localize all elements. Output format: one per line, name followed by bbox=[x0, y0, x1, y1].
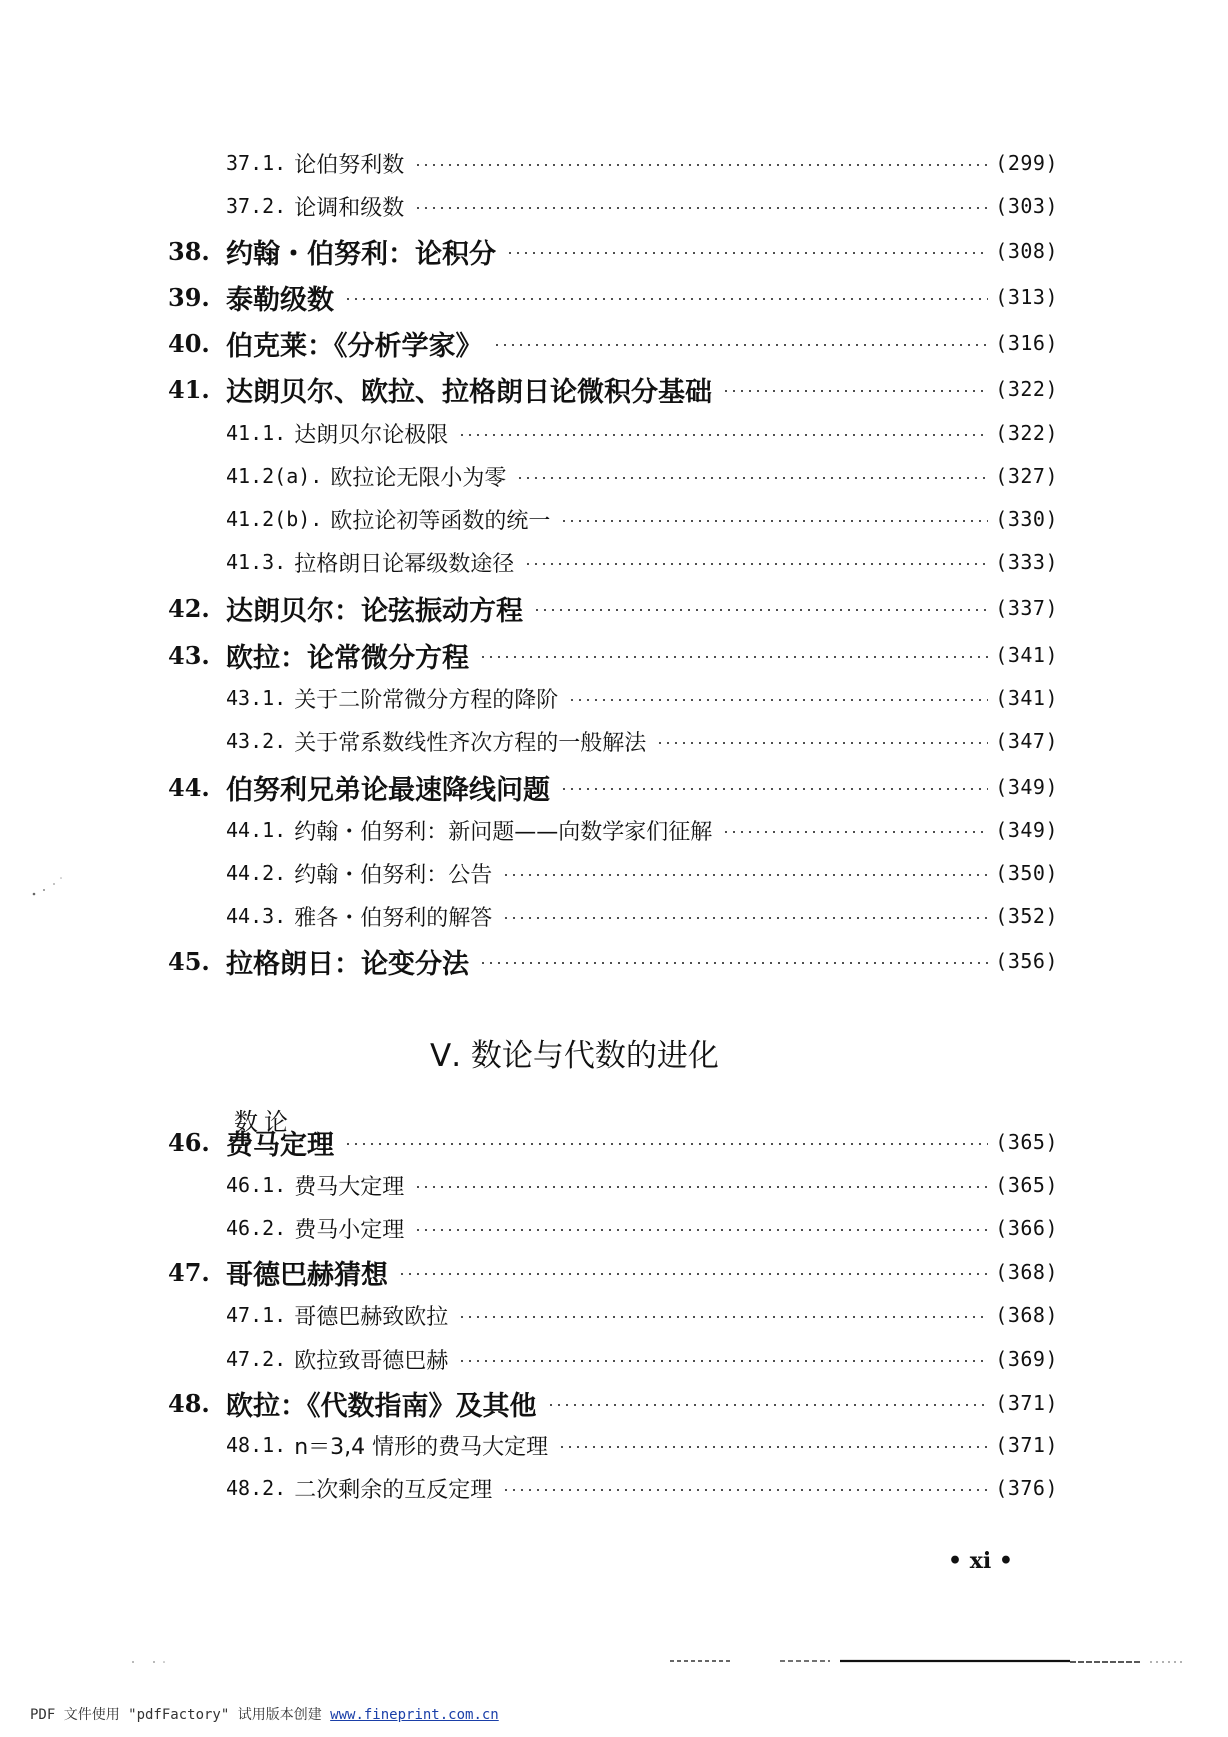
entry-number: 46. bbox=[168, 1127, 210, 1157]
entry-title: 达朗贝尔、欧拉、拉格朗日论微积分基础 bbox=[226, 376, 712, 408]
entry-page: (368) bbox=[995, 1303, 1058, 1327]
toc-section-entry bbox=[226, 813, 1058, 847]
toc-chapter-entry bbox=[168, 372, 1058, 406]
toc-chapter-entry bbox=[168, 1125, 1058, 1159]
toc-chapter-entry bbox=[168, 326, 1058, 360]
entry-title: 关于常系数线性齐次方程的一般解法 bbox=[294, 730, 647, 756]
entry-number: 41.3. bbox=[226, 550, 287, 574]
entry-number: 41.2(a). bbox=[226, 464, 323, 488]
entry-title: 雅各・伯努利的解答 bbox=[294, 905, 493, 931]
entry-number: 40. bbox=[168, 328, 210, 358]
entry-page: (316) bbox=[995, 331, 1058, 355]
toc-section-entry bbox=[226, 1342, 1058, 1376]
toc-section-entry bbox=[226, 545, 1058, 579]
scan-line-bottom bbox=[670, 1655, 1190, 1667]
entry-number: 45. bbox=[168, 946, 210, 976]
entry-page: (365) bbox=[995, 1173, 1058, 1197]
dot-leader bbox=[479, 656, 988, 658]
dot-leader bbox=[414, 1229, 988, 1231]
entry-number: 48. bbox=[168, 1388, 210, 1418]
entry-page: (299) bbox=[995, 151, 1058, 175]
toc-section-entry bbox=[226, 459, 1058, 493]
entry-title: 二次剩余的互反定理 bbox=[294, 1477, 493, 1503]
toc-chapter-entry bbox=[168, 234, 1058, 268]
entry-title: 约翰・伯努利：论积分 bbox=[226, 238, 496, 270]
entry-number: 41. bbox=[168, 374, 210, 404]
entry-number: 44.3. bbox=[226, 904, 287, 928]
dot-leader bbox=[479, 962, 988, 964]
entry-page: (349) bbox=[995, 775, 1058, 799]
entry-title: 约翰・伯努利：公告 bbox=[294, 862, 493, 888]
entry-page: (368) bbox=[995, 1260, 1058, 1284]
toc-section-entry bbox=[226, 502, 1058, 536]
entry-page: (371) bbox=[995, 1433, 1058, 1457]
entry-number: 47.2. bbox=[226, 1347, 287, 1371]
entry-number: 38. bbox=[168, 236, 210, 266]
dot-leader bbox=[524, 563, 988, 565]
entry-page: (322) bbox=[995, 377, 1058, 401]
entry-page: (337) bbox=[995, 596, 1058, 620]
dot-leader bbox=[493, 344, 989, 346]
dot-leader bbox=[502, 874, 988, 876]
entry-page: (369) bbox=[995, 1347, 1058, 1371]
entry-title: 费马定理 bbox=[226, 1129, 334, 1161]
toc-section-entry bbox=[226, 146, 1058, 180]
entry-title: 哥德巴赫致欧拉 bbox=[294, 1304, 449, 1330]
dot-leader bbox=[533, 609, 988, 611]
entry-page: (349) bbox=[995, 818, 1058, 842]
entry-title: n＝3,4 情形的费马大定理 bbox=[294, 1434, 549, 1460]
entry-number: 44.2. bbox=[226, 861, 287, 885]
dot-leader bbox=[560, 788, 988, 790]
entry-number: 47.1. bbox=[226, 1303, 287, 1327]
dot-leader bbox=[656, 742, 988, 744]
toc-chapter-entry bbox=[168, 280, 1058, 314]
dot-leader bbox=[558, 1446, 988, 1448]
toc-chapter-entry bbox=[168, 770, 1058, 804]
dot-leader bbox=[722, 390, 988, 392]
entry-page: (308) bbox=[995, 239, 1058, 263]
dot-leader bbox=[458, 1360, 988, 1362]
entry-number: 41.1. bbox=[226, 421, 287, 445]
entry-page: (347) bbox=[995, 729, 1058, 753]
entry-page: (303) bbox=[995, 194, 1058, 218]
entry-title: 欧拉论初等函数的统一 bbox=[330, 508, 551, 534]
dot-leader bbox=[458, 434, 988, 436]
entry-page: (341) bbox=[995, 686, 1058, 710]
entry-number: 37.2. bbox=[226, 194, 287, 218]
entry-number: 41.2(b). bbox=[226, 507, 323, 531]
page-folio: • xi • bbox=[948, 1548, 1013, 1574]
entry-page: (365) bbox=[995, 1130, 1058, 1154]
toc-chapter-entry bbox=[168, 638, 1058, 672]
toc-chapter-entry bbox=[168, 1386, 1058, 1420]
entry-title: 拉格朗日：论变分法 bbox=[226, 948, 469, 980]
entry-number: 47. bbox=[168, 1257, 210, 1287]
dot-leader bbox=[414, 207, 988, 209]
entry-number: 37.1. bbox=[226, 151, 287, 175]
toc-section-entry bbox=[226, 1211, 1058, 1245]
dot-leader bbox=[560, 520, 988, 522]
entry-title: 欧拉：论常微分方程 bbox=[226, 642, 469, 674]
toc-section-entry bbox=[226, 1298, 1058, 1332]
entry-number: 48.1. bbox=[226, 1433, 287, 1457]
entry-page: (330) bbox=[995, 507, 1058, 531]
entry-number: 39. bbox=[168, 282, 210, 312]
entry-page: (322) bbox=[995, 421, 1058, 445]
entry-page: (341) bbox=[995, 643, 1058, 667]
entry-page: (376) bbox=[995, 1476, 1058, 1500]
entry-number: 42. bbox=[168, 593, 210, 623]
dot-leader bbox=[458, 1316, 988, 1318]
entry-number: 48.2. bbox=[226, 1476, 287, 1500]
dot-leader bbox=[344, 298, 988, 300]
dot-leader bbox=[722, 831, 988, 833]
entry-page: (333) bbox=[995, 550, 1058, 574]
toc-section-entry bbox=[226, 681, 1058, 715]
entry-page: (366) bbox=[995, 1216, 1058, 1240]
entry-title: 欧拉论无限小为零 bbox=[330, 465, 507, 491]
section-label: 数论 bbox=[234, 1108, 294, 1136]
toc-chapter-entry bbox=[168, 591, 1058, 625]
dot-leader bbox=[502, 1489, 988, 1491]
entry-title: 费马大定理 bbox=[294, 1174, 405, 1200]
entry-title: 费马小定理 bbox=[294, 1217, 405, 1243]
toc-section-entry bbox=[226, 416, 1058, 450]
part-heading: Ⅴ. 数论与代数的进化 bbox=[430, 1038, 719, 1074]
entry-number: 46.2. bbox=[226, 1216, 287, 1240]
entry-title: 关于二阶常微分方程的降阶 bbox=[294, 687, 559, 713]
entry-page: (356) bbox=[995, 949, 1058, 973]
entry-number: 44.1. bbox=[226, 818, 287, 842]
toc-section-entry bbox=[226, 1168, 1058, 1202]
entry-number: 46.1. bbox=[226, 1173, 287, 1197]
toc-section-entry bbox=[226, 1471, 1058, 1505]
dot-leader bbox=[502, 917, 988, 919]
dot-leader bbox=[414, 1186, 988, 1188]
toc-section-entry bbox=[226, 189, 1058, 223]
entry-page: (352) bbox=[995, 904, 1058, 928]
entry-title: 伯努利兄弟论最速降线问题 bbox=[226, 774, 550, 806]
entry-number: 43. bbox=[168, 640, 210, 670]
entry-number: 44. bbox=[168, 772, 210, 802]
entry-page: (327) bbox=[995, 464, 1058, 488]
pdf-footer-note bbox=[30, 1704, 499, 1728]
footer-link[interactable]: www.fineprint.com.cn bbox=[330, 1707, 499, 1723]
toc-section-entry bbox=[226, 724, 1058, 758]
entry-title: 论伯努利数 bbox=[294, 152, 405, 178]
entry-title: 达朗贝尔：论弦振动方程 bbox=[226, 595, 523, 627]
entry-page: (350) bbox=[995, 861, 1058, 885]
entry-page: (313) bbox=[995, 285, 1058, 309]
entry-title: 欧拉致哥德巴赫 bbox=[294, 1348, 449, 1374]
entry-title: 拉格朗日论幂级数途径 bbox=[294, 551, 515, 577]
entry-title: 哥德巴赫猜想 bbox=[226, 1259, 388, 1291]
footer-text: PDF 文件使用 "pdfFactory" 试用版本创建 bbox=[30, 1707, 322, 1723]
dot-leader bbox=[547, 1404, 989, 1406]
entry-title: 论调和级数 bbox=[294, 195, 405, 221]
toc-section-entry bbox=[226, 1428, 1058, 1462]
dot-leader bbox=[344, 1143, 988, 1145]
scan-speck-left bbox=[30, 870, 70, 900]
toc-chapter-entry bbox=[168, 1255, 1058, 1289]
entry-number: 43.2. bbox=[226, 729, 287, 753]
toc-section-entry bbox=[226, 856, 1058, 890]
entry-page: (371) bbox=[995, 1391, 1058, 1415]
entry-title: 泰勒级数 bbox=[226, 284, 334, 316]
dot-leader bbox=[398, 1273, 988, 1275]
entry-title: 约翰・伯努利：新问题——向数学家们征解 bbox=[294, 819, 713, 845]
dot-leader bbox=[516, 477, 988, 479]
dot-leader bbox=[568, 699, 988, 701]
scan-dots-bottom-left bbox=[130, 1658, 170, 1666]
dot-leader bbox=[414, 164, 988, 166]
entry-number: 43.1. bbox=[226, 686, 287, 710]
toc-section-entry bbox=[226, 899, 1058, 933]
dot-leader bbox=[506, 252, 988, 254]
entry-title: 伯克莱：《分析学家》 bbox=[226, 330, 483, 362]
toc-chapter-entry bbox=[168, 944, 1058, 978]
entry-title: 达朗贝尔论极限 bbox=[294, 422, 449, 448]
entry-title: 欧拉：《代数指南》及其他 bbox=[226, 1390, 537, 1422]
